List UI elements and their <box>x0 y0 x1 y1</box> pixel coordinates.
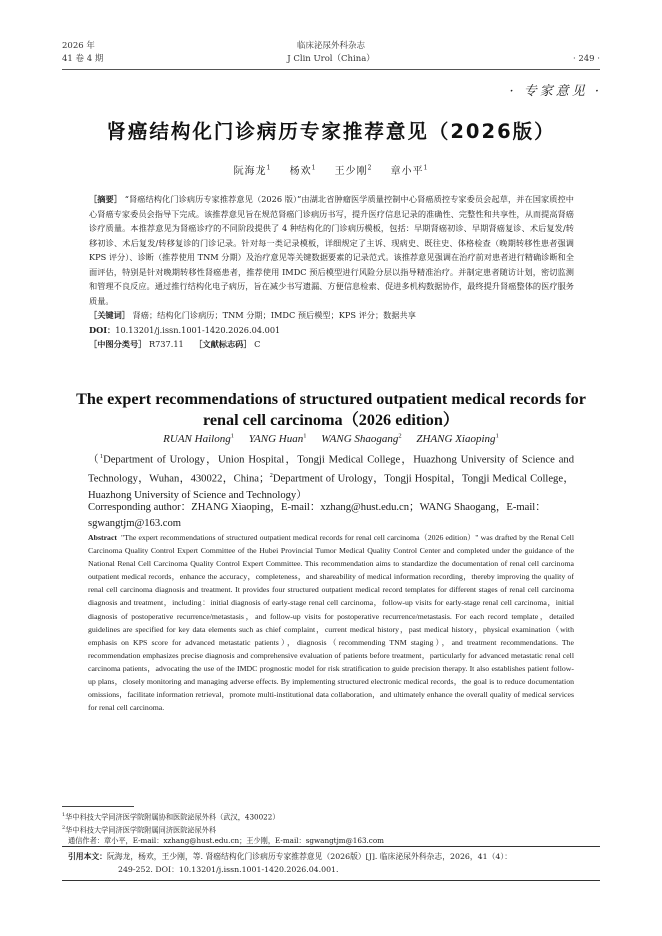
author-cn: 王少刚$^2$ <box>334 164 373 177</box>
title-cn: 肾癌结构化门诊病历专家推荐意见（2026版） <box>106 120 556 143</box>
author-en: WANG Shaogang$^2$ <box>321 432 402 445</box>
abstract-cn-label: ［摘要］ <box>89 194 123 204</box>
journal-name-en: J Clin Urol（China） <box>287 54 375 64</box>
author-en: YANG Huan$^1$ <box>248 432 307 445</box>
running-header <box>62 40 600 68</box>
keywords-cn: ［关键词］ 肾癌；结构化门诊病历；TNM 分期；IMDC 预后模型；KPS 评分；数据共享 <box>89 310 416 320</box>
corresponding-author-en: Corresponding author：ZHANG Xiaoping，E-mail：xzhang@hust.edu.cn；WANG Shaogang，E-mail：sgwangtjm@163.com <box>88 502 546 529</box>
author-cn: 杨欢$^1$ <box>289 164 317 177</box>
year: 2026 年 <box>62 41 95 51</box>
authors-cn <box>62 162 600 177</box>
header-rule <box>62 69 600 70</box>
footnote: $^2$华中科技大学同济医学院附属同济医院泌尿外科 <box>62 824 217 835</box>
volume-issue: 41 卷 4 期 <box>62 54 104 64</box>
abstract-cn-body: ［摘要］ “肾癌结构化门诊病历专家推荐意见（2026 版）”由湖北省肿瘤医学质量控制中心肾癌质控专家委员会起草，并在国家质控中心肾癌专家委员会指导下完成。该推荐意见旨在规范肾癌门诊病历书写，提升医疗信息记录的准确性、完整性和共享性，从而提高肾癌诊疗质量。本推荐意见为肾癌诊疗的不同阶段提供了 4 种结构化的门诊病历模板，包括：早期肾癌初诊、早期肾癌复诊、术后复发/转移初诊、术后复发/转移复诊的门诊记录。针对每一类记录模板，详细规定了主诉、现病史、既往史、体格检查（晚期转移性患者强调 KPS 评分）、诊断（推荐使用 TNM 分期）及治疗意见等关键数据要素的记录范式。该推荐意见强调在治疗前对患者进行精确诊断和全面评估，特别是针对晚期转移性肾癌患者，推荐使用 IMDC 预后模型进行风险分层以指导精准治疗。并制定患者随访计划，密切监测和管理不良反应。通过推行结构化电子病历，旨在减少书写遗漏、方便信息检索、促进多机构数据协作，最终提升肾癌整体的医疗服务质量。 <box>89 194 574 306</box>
author-cn: 章小平$^1$ <box>390 164 429 177</box>
title-en: The expert recommendations of structured outpatient medical records for renal cell carcinoma（2026 edition） <box>76 390 586 429</box>
abstract-en-body: "The expert recommendations of structured outpatient medical records for renal cell carcinoma（2026 edition）" was drafted by the Renal Cell Carcinoma Quality Control Expert Committee of the Hubei Provincial Tumor Medical Quality Control Center and completed under the guidance of the National Renal Cell Carcinoma Quality Control Expert Committee. This recommendation aims to standardize the documentation of renal cell carcinoma outpatient medical records，enhance the accuracy，completeness，and shareability of medical information recording，thereby improving the quality of renal cell carcinoma diagnosis and treatment. It provides four structured outpatient medical record templates for different stages of renal cell carcinoma diagnosis and treatment，including：initial diagnosis of early-stage renal cell carcinoma，follow-up visits for early-stage renal cell carcinoma，initial diagnosis of postoperative recurrence/metastasis，and follow-up visits for postoperative recurrence/metastasis. For each record template，detailed guidelines are specified for key data elements such as chief complaint，current medical history，past medical history，physical examination（with emphasis on KPS score for advanced metastatic patients），diagnosis（recommending TNM staging），and treatment recommendations. The recommendation emphasizes precise diagnosis and comprehensive evaluation of patients before treatment，particularly for advanced metastatic renal cell carcinoma patients，advocating the use of the IMDC prognostic model for risk stratification to guide precision therapy. It also establishes patient follow-up plans，closely monitoring and managing adverse effects. By implementing structured electronic medical records，the goal is to reduce documentation omissions，facilitate information retrieval，promote multi-institutional data collaboration，and ultimately enhance the overall quality of medical services for renal cell carcinoma. <box>88 533 574 713</box>
citation-label: 引用本文： <box>68 852 107 861</box>
classification-line: ［中图分类号］ R737.11 ［文献标志码］ C <box>89 339 261 349</box>
section-tag: · 专家意见 · <box>509 84 602 99</box>
affiliation-en: （$^1$Department of Urology，Union Hospital，Tongji Medical College，Huazhong University of Science and Technology，Wuhan，430022，China；$^2$Department of Urology，Tongji Hospital，Tongji Medical College，Huazhong University of Science and Technology） <box>88 453 575 501</box>
author-cn: 阮海龙$^1$ <box>233 164 272 177</box>
author-en: RUAN Hailong$^1$ <box>163 432 234 445</box>
journal-name <box>62 40 600 66</box>
footnote: $^1$华中科技大学同济医学院附属协和医院泌尿外科（武汉，430022） <box>62 812 280 822</box>
author-en: ZHANG Xiaoping$^1$ <box>416 432 499 445</box>
authors-en <box>62 432 600 445</box>
doi-line: DOI：10.13201/j.issn.1001-1420.2026.04.001 <box>89 324 281 335</box>
abstract-cn <box>89 192 574 352</box>
footnote-rule <box>62 806 134 807</box>
citation-line: 249-252. DOI：10.13201/j.issn.1001-1420.2026.04.001. <box>118 865 339 874</box>
footnotes <box>62 810 600 846</box>
page-number: · 249 · <box>572 54 600 64</box>
citation-line: 引用本文：阮海龙，杨欢，王少刚，等. 肾癌结构化门诊病历专家推荐意见（2026版）[J]. 临床泌尿外科杂志，2026，41（4）： <box>68 852 513 861</box>
abstract-en <box>88 531 574 714</box>
footnote: 通信作者：章小平，E-mail：xzhang@hust.edu.cn；王少刚，E-mail：sgwangtjm@163.com <box>68 835 384 845</box>
citation-box <box>62 846 600 881</box>
abstract-en-label: Abstract <box>88 533 118 542</box>
journal-name-cn: 临床泌尿外科杂志 <box>296 41 365 51</box>
